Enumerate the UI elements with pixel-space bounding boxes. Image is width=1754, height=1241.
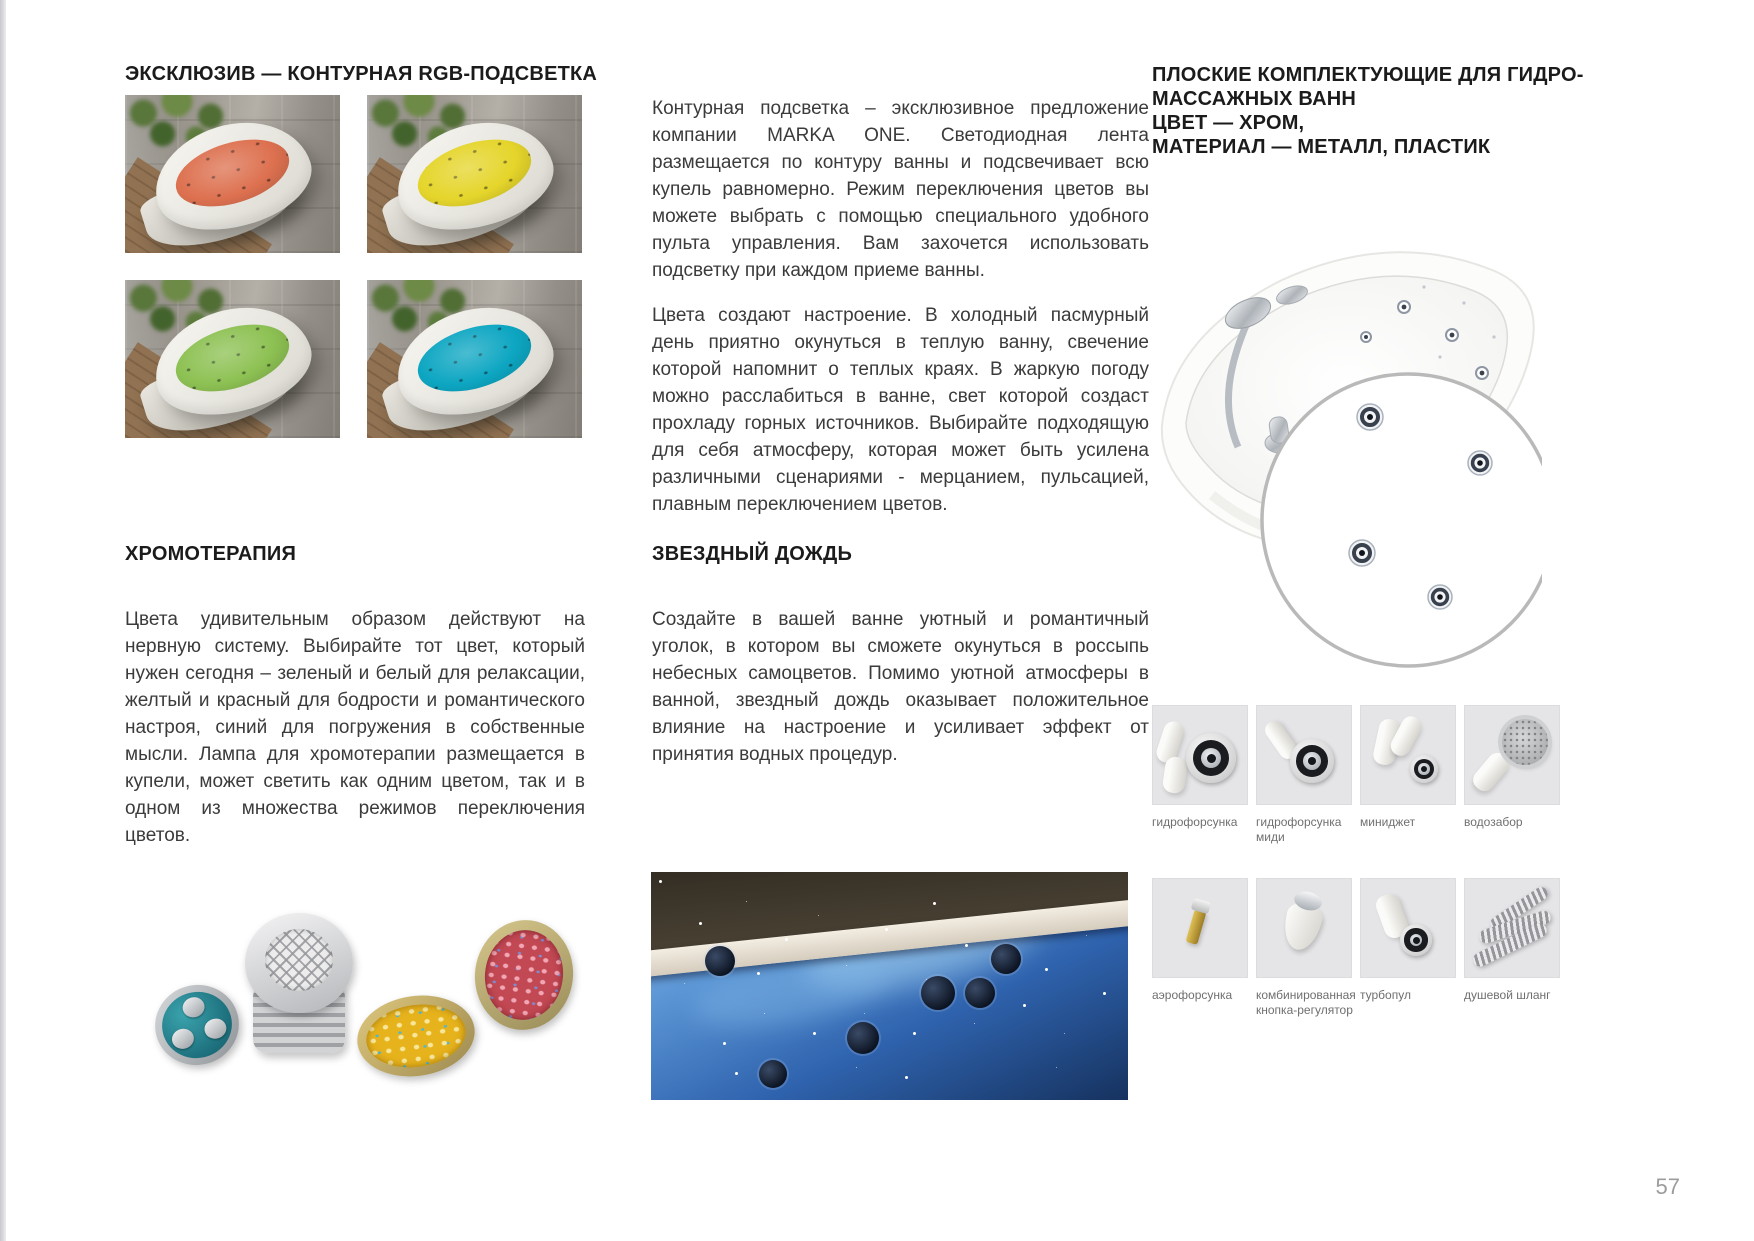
chromotherapy-lamps-photo (125, 858, 585, 1076)
rgb-bathtub-photo-green (125, 280, 340, 438)
hydromassage-bathtub-photo (1152, 195, 1542, 680)
page-number: 57 (1655, 1174, 1680, 1199)
rgb-bathtub-photo-cyan (367, 280, 582, 438)
component-photo-hydrojet (1152, 705, 1248, 805)
heading-line: МАТЕРИАЛ — МЕТАЛЛ, ПЛАСТИК (1152, 136, 1491, 158)
rgb-mood-paragraph: Цвета создают настроение. В холодный пасмурный день приятно окунуться в теплую ванну, свечение которой напомнит о теплых краях. В жаркую погоду можно расслабиться в ванне, свет которой создаст прохладу горных источников. Выбирайте подходящую для себя атмосферу, которая может быть усилена различными сценариями - мерцанием, пульсацией, плавным переключением цветов. (652, 305, 1149, 515)
component-label: аэрофорсунка (1152, 988, 1233, 1002)
jet-hole (965, 978, 995, 1008)
rgb-bathtub-photo-grid (125, 95, 582, 438)
component-label: миниджет (1360, 815, 1416, 829)
component-photo-minijet (1360, 705, 1456, 805)
star-sparkles (659, 880, 662, 883)
component-label: душевой шланг (1464, 988, 1551, 1002)
chrome-lamp (245, 913, 353, 1063)
heading-line: ЦВЕТ — ХРОМ, (1152, 112, 1305, 134)
rgb-intro-paragraph: Контурная подсветка – эксклюзивное предложение компании MARKA ONE. Светодиодная лента размещается по контуру ванны и подсвечивает всю купель равномерно. Режим переключения цветов вы можете выбрать с помощью специального удобного пульта управления. Вам захочется использовать подсветку при каждом приеме ванны. (652, 98, 1149, 281)
rgb-intro-block (652, 95, 1149, 536)
control-panel (147, 976, 248, 1074)
jet-hole (921, 976, 955, 1010)
component-photo-shower-hose (1464, 878, 1560, 978)
component-label: гидрофорсунка миди (1256, 815, 1342, 844)
panel-button (202, 1016, 228, 1041)
component-label: гидрофорсунка (1152, 815, 1238, 829)
heading-line: МАССАЖНЫХ ВАНН (1152, 88, 1357, 110)
component-label: водозабор (1464, 815, 1523, 829)
bathtub-illustration (1152, 195, 1542, 680)
star-rain-paragraph: Создайте в вашей ванне уютный и романтичный уголок, в котором вы сможете окунуться в россыпь небесных самоцветов. Помимо уютной атмосферы в ванной, звездный дождь оказывает положительное влияние на настроение и усиливает эффект от принятия водных процедур. (652, 609, 1149, 765)
rgb-bathtub-photo-orange (125, 95, 340, 253)
chromotherapy-heading: ХРОМОТЕРАПИЯ (125, 543, 297, 565)
page-spine (0, 0, 6, 1241)
star-rain-heading: ЗВЕЗДНЫЙ ДОЖДЬ (652, 543, 853, 565)
star-rain-photo (651, 872, 1128, 1100)
component-label: турбопул (1360, 988, 1411, 1002)
jet-hole (991, 944, 1021, 974)
panel-button (181, 995, 207, 1020)
chromotherapy-paragraph: Цвета удивительным образом действуют на нервную систему. Выбирайте тот цвет, который нужен сегодня – зеленый и белый для релаксации, желтый и красный для бодрости и романтического настроя, синий для погружения в собственные мысли. Лампа для хромотерапии размещается в купели, может светить как одним цветом, так и в одном из множества режимов переключения цветов. (125, 609, 585, 846)
component-label: комбинированная кнопка-регулятор (1256, 988, 1356, 1017)
flat-components-heading (1152, 63, 1584, 159)
component-photo-turbopool (1360, 878, 1456, 978)
lamp-lens (265, 929, 333, 991)
component-photo-hydrojet-midi (1256, 705, 1352, 805)
yellow-led-lamp (352, 988, 480, 1084)
jet-hole (759, 1060, 787, 1088)
jet-hole (705, 946, 735, 976)
component-photo-combo-button (1256, 878, 1352, 978)
components-grid (1152, 705, 1562, 1035)
jet-hole (847, 1022, 879, 1054)
panel-button (170, 1026, 196, 1051)
rgb-section-heading: ЭКСКЛЮЗИВ — КОНТУРНАЯ RGB-ПОДСВЕТКА (125, 63, 598, 85)
heading-line: ПЛОСКИЕ КОМПЛЕКТУЮЩИЕ ДЛЯ ГИДРО- (1152, 64, 1584, 86)
component-photo-aerojet (1152, 878, 1248, 978)
component-photo-water-intake (1464, 705, 1560, 805)
red-led-lamp (468, 914, 580, 1037)
rgb-bathtub-photo-yellow (367, 95, 582, 253)
